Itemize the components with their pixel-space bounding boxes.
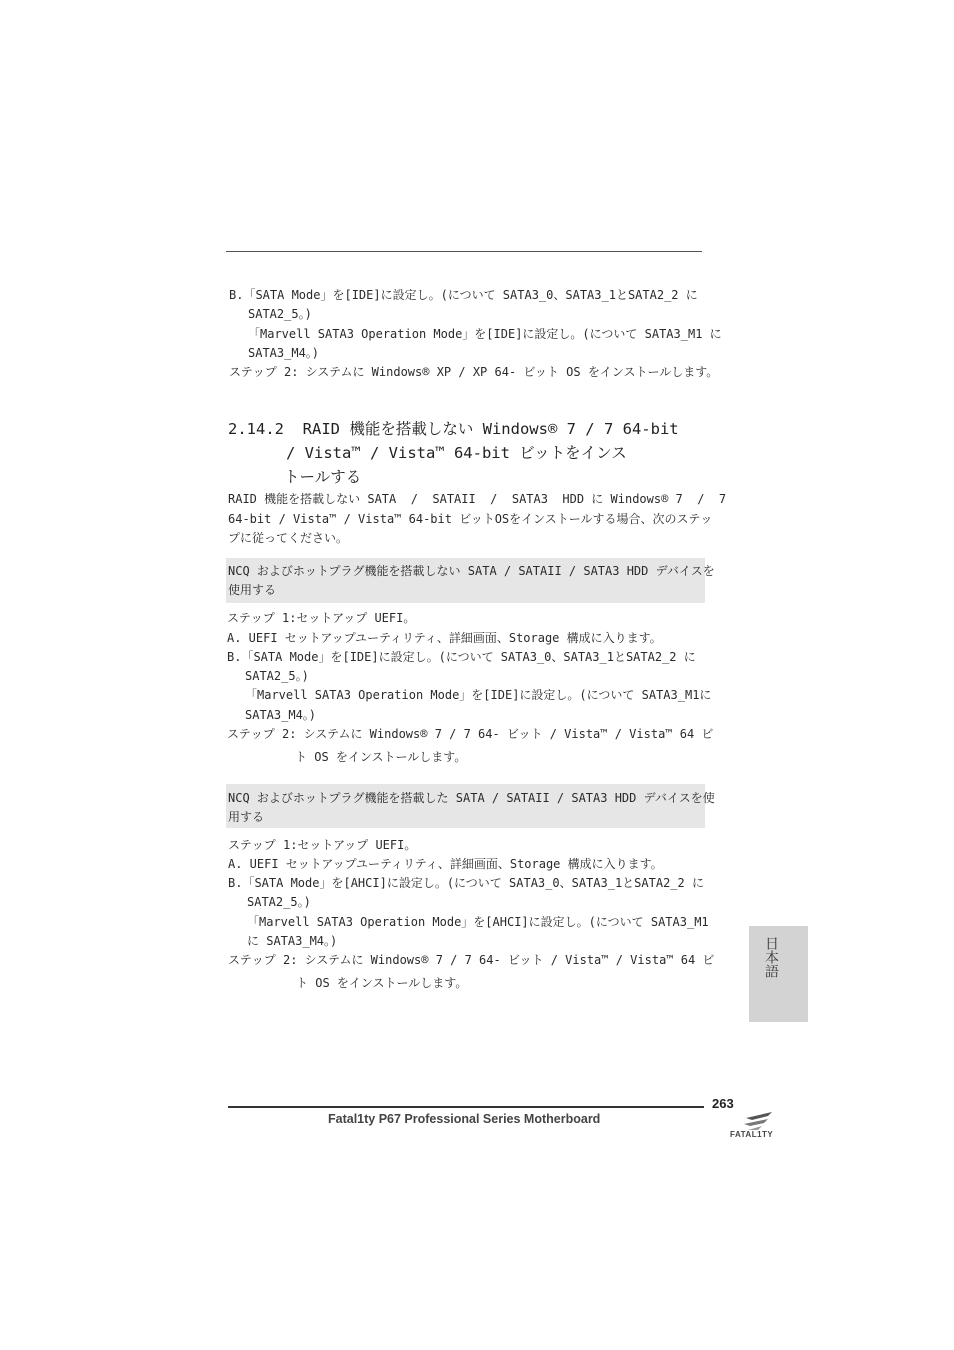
- box2-line2: 用する: [228, 810, 265, 824]
- top-step2: ステップ 2: システムに Windows® XP / XP 64- ビット OS をインストールします。: [229, 365, 719, 379]
- block1-b-line1: B.「SATA Mode」を[IDE]に設定し。(について SATA3_0、SATA3_1とSATA2_2 に: [227, 650, 696, 664]
- box1-line2: 使用する: [228, 583, 277, 597]
- top-b-line3: 「Marvell SATA3 Operation Mode」を[IDE]に設定し。(について SATA3_M1 に: [248, 327, 722, 341]
- block1-b-line2: SATA2_5。): [245, 669, 309, 683]
- block2-b-line1: B.「SATA Mode」を[AHCI]に設定し。(について SATA3_0、SATA3_1とSATA2_2 に: [228, 876, 704, 890]
- block1-b-line4: SATA3_M4。): [245, 708, 317, 722]
- block2-a-line: A. UEFI セットアップユーティリティ、詳細画面、Storage 構成に入ります。: [228, 857, 663, 871]
- page-number: 263: [712, 1096, 734, 1111]
- top-b-line1: B.「SATA Mode」を[IDE]に設定し。(について SATA3_0、SATA3_1とSATA2_2 に: [229, 288, 698, 302]
- intro-line2: 64-bit / Vista™ / Vista™ 64-bit ビットOSをインストールする場合、次のステッ: [228, 512, 713, 526]
- block2-step1: ステップ 1:セットアップ UEFI。: [228, 838, 417, 852]
- block2-b-line3: 「Marvell SATA3 Operation Mode」を[AHCI]に設定し。(について SATA3_M1: [247, 915, 709, 929]
- block1-step2-line1: ステップ 2: システムに Windows® 7 / 7 64- ビット / Vista™ / Vista™ 64 ビ: [227, 727, 714, 741]
- block1-step2-line2: ト OS をインストールします。: [295, 750, 467, 764]
- language-tab: [749, 926, 808, 1022]
- top-b-line2: SATA2_5。): [248, 307, 312, 321]
- bottom-rule: [228, 1106, 704, 1108]
- footer-title: Fatal1ty P67 Professional Series Motherboard: [328, 1112, 601, 1126]
- top-b-line4: SATA3_M4。): [248, 346, 320, 360]
- box1-line1: NCQ およびホットプラグ機能を搭載しない SATA / SATAII / SATA3 HDD デバイスを: [228, 564, 715, 578]
- intro-line3: プに従ってください。: [228, 531, 349, 545]
- section-heading-line1: 2.14.2 RAID 機能を搭載しない Windows® 7 / 7 64-bit: [228, 420, 679, 438]
- block2-b-line2: SATA2_5。): [247, 895, 311, 909]
- top-rule: [226, 251, 702, 252]
- section-heading-line2: / Vista™ / Vista™ 64-bit ビットをインス: [286, 444, 627, 462]
- note-box-ncq-on: [226, 784, 715, 828]
- block2-step2-line2: ト OS をインストールします。: [296, 976, 468, 990]
- block1-step1: ステップ 1:セットアップ UEFI。: [227, 611, 416, 625]
- block1-b-line3: 「Marvell SATA3 Operation Mode」を[IDE]に設定し。(について SATA3_M1に: [245, 688, 712, 702]
- box2-line1: NCQ およびホットプラグ機能を搭載した SATA / SATAII / SATA3 HDD デバイスを使: [228, 791, 715, 805]
- note-box-ncq-off: [226, 558, 715, 603]
- intro-line1: RAID 機能を搭載しない SATA / SATAII / SATA3 HDD に Windows® 7 / 7: [228, 492, 727, 506]
- block2-step2-line1: ステップ 2: システムに Windows® 7 / 7 64- ビット / Vista™ / Vista™ 64 ビ: [228, 953, 715, 967]
- logo-text: FATAL1TY: [730, 1130, 774, 1139]
- section-heading-line3: トールする: [284, 468, 362, 486]
- block2-b-line4: に SATA3_M4。): [247, 934, 338, 948]
- language-tab-label: 日本語: [763, 936, 779, 978]
- block1-a-line: A. UEFI セットアップユーティリティ、詳細画面、Storage 構成に入ります。: [227, 631, 662, 645]
